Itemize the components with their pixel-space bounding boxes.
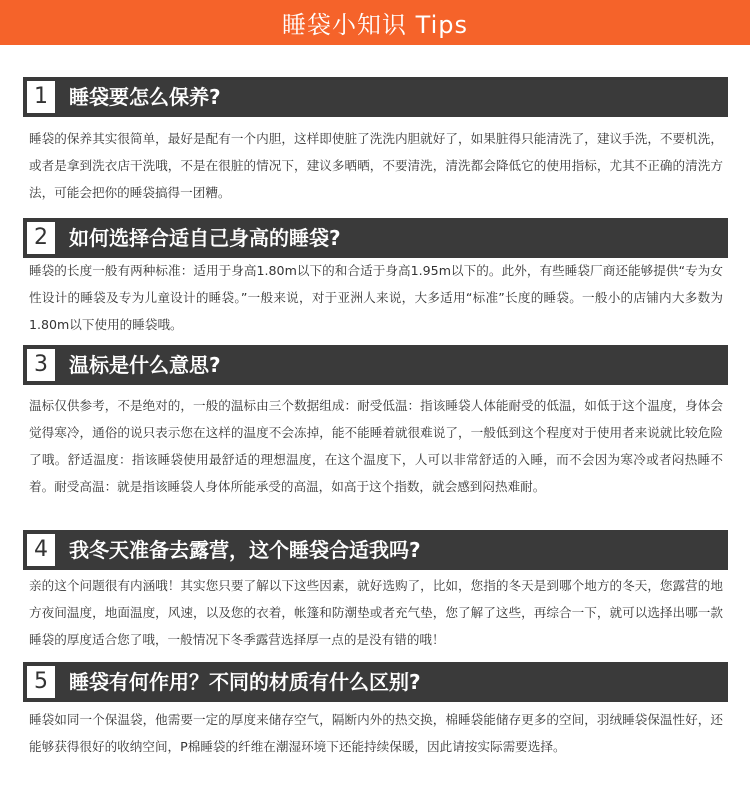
question-bar	[23, 530, 728, 570]
question-bar	[23, 345, 728, 385]
answer-text: 温标仅供参考，不是绝对的，一般的温标由三个数据组成：耐受低温：指该睡袋人体能耐受的低温，如低于这个温度，身体会觉得寒冷，通俗的说只表示您在这样的温度不会冻掉，能不能睡着就很难说了，一般低到这个程度对于使用者来说就比较危险了哦。舒适温度：指该睡袋使用最舒适的理想温度，在这个温度下，人可以非常舒适的入睡，而不会因为寒冷或者闷热睡不着。耐受高温：就是指该睡袋人身体所能承受的高温，如高于这个指数，就会感到闷热难耐。	[29, 398, 723, 494]
question-bar	[23, 77, 728, 117]
question-title: 温标是什么意思?	[69, 353, 221, 377]
question-title: 我冬天准备去露营，这个睡袋合适我吗?	[69, 538, 421, 562]
question-number: 2	[27, 222, 55, 254]
question-bar	[23, 218, 728, 258]
answer-text: 亲的这个问题很有内涵哦！其实您只要了解以下这些因素，就好选购了，比如，您指的冬天是到哪个地方的冬天，您露营的地方夜间温度，地面温度，风速，以及您的衣着，帐篷和防潮垫或者充气垫，您了解了这些，再综合一下，就可以选择出哪一款睡袋的厚度适合您了哦，一般情况下冬季露营选择厚一点的是没有错的哦！	[29, 578, 723, 647]
answer-text: 睡袋的长度一般有两种标准：适用于身高1.80m以下的和合适于身高1.95m以下的。此外，有些睡袋厂商还能够提供“专为女性设计的睡袋及专为儿童设计的睡袋。”一般来说，对于亚洲人来说，大多适用“标准”长度的睡袋。一般小的店铺内大多数为1.80m以下使用的睡袋哦。	[29, 263, 723, 332]
question-title: 睡袋要怎么保养?	[69, 85, 221, 109]
answer-text: 睡袋的保养其实很简单，最好是配有一个内胆，这样即使脏了洗洗内胆就好了，如果脏得只能清洗了，建议手洗，不要机洗，或者是拿到洗衣店干洗哦，不是在很脏的情况下，建议多晒晒，不要清洗，清洗都会降低它的使用指标，尤其不正确的清洗方法，可能会把你的睡袋搞得一团糟。	[29, 131, 723, 200]
question-number: 5	[27, 666, 55, 698]
question-bar	[23, 662, 728, 702]
banner-title: 睡袋小知识 Tips	[282, 11, 468, 39]
question-title: 睡袋有何作用？不同的材质有什么区别?	[69, 670, 421, 694]
question-number: 1	[27, 81, 55, 113]
tips-banner	[0, 0, 750, 45]
question-number: 4	[27, 534, 55, 566]
question-title: 如何选择合适自己身高的睡袋?	[69, 226, 341, 250]
answer-text: 睡袋如同一个保温袋，他需要一定的厚度来储存空气，隔断内外的热交换，棉睡袋能储存更多的空间，羽绒睡袋保温性好，还能够获得很好的收纳空间，P棉睡袋的纤维在潮湿环境下还能持续保暖，因此请按实际需要选择。	[29, 712, 723, 754]
question-number: 3	[27, 349, 55, 381]
